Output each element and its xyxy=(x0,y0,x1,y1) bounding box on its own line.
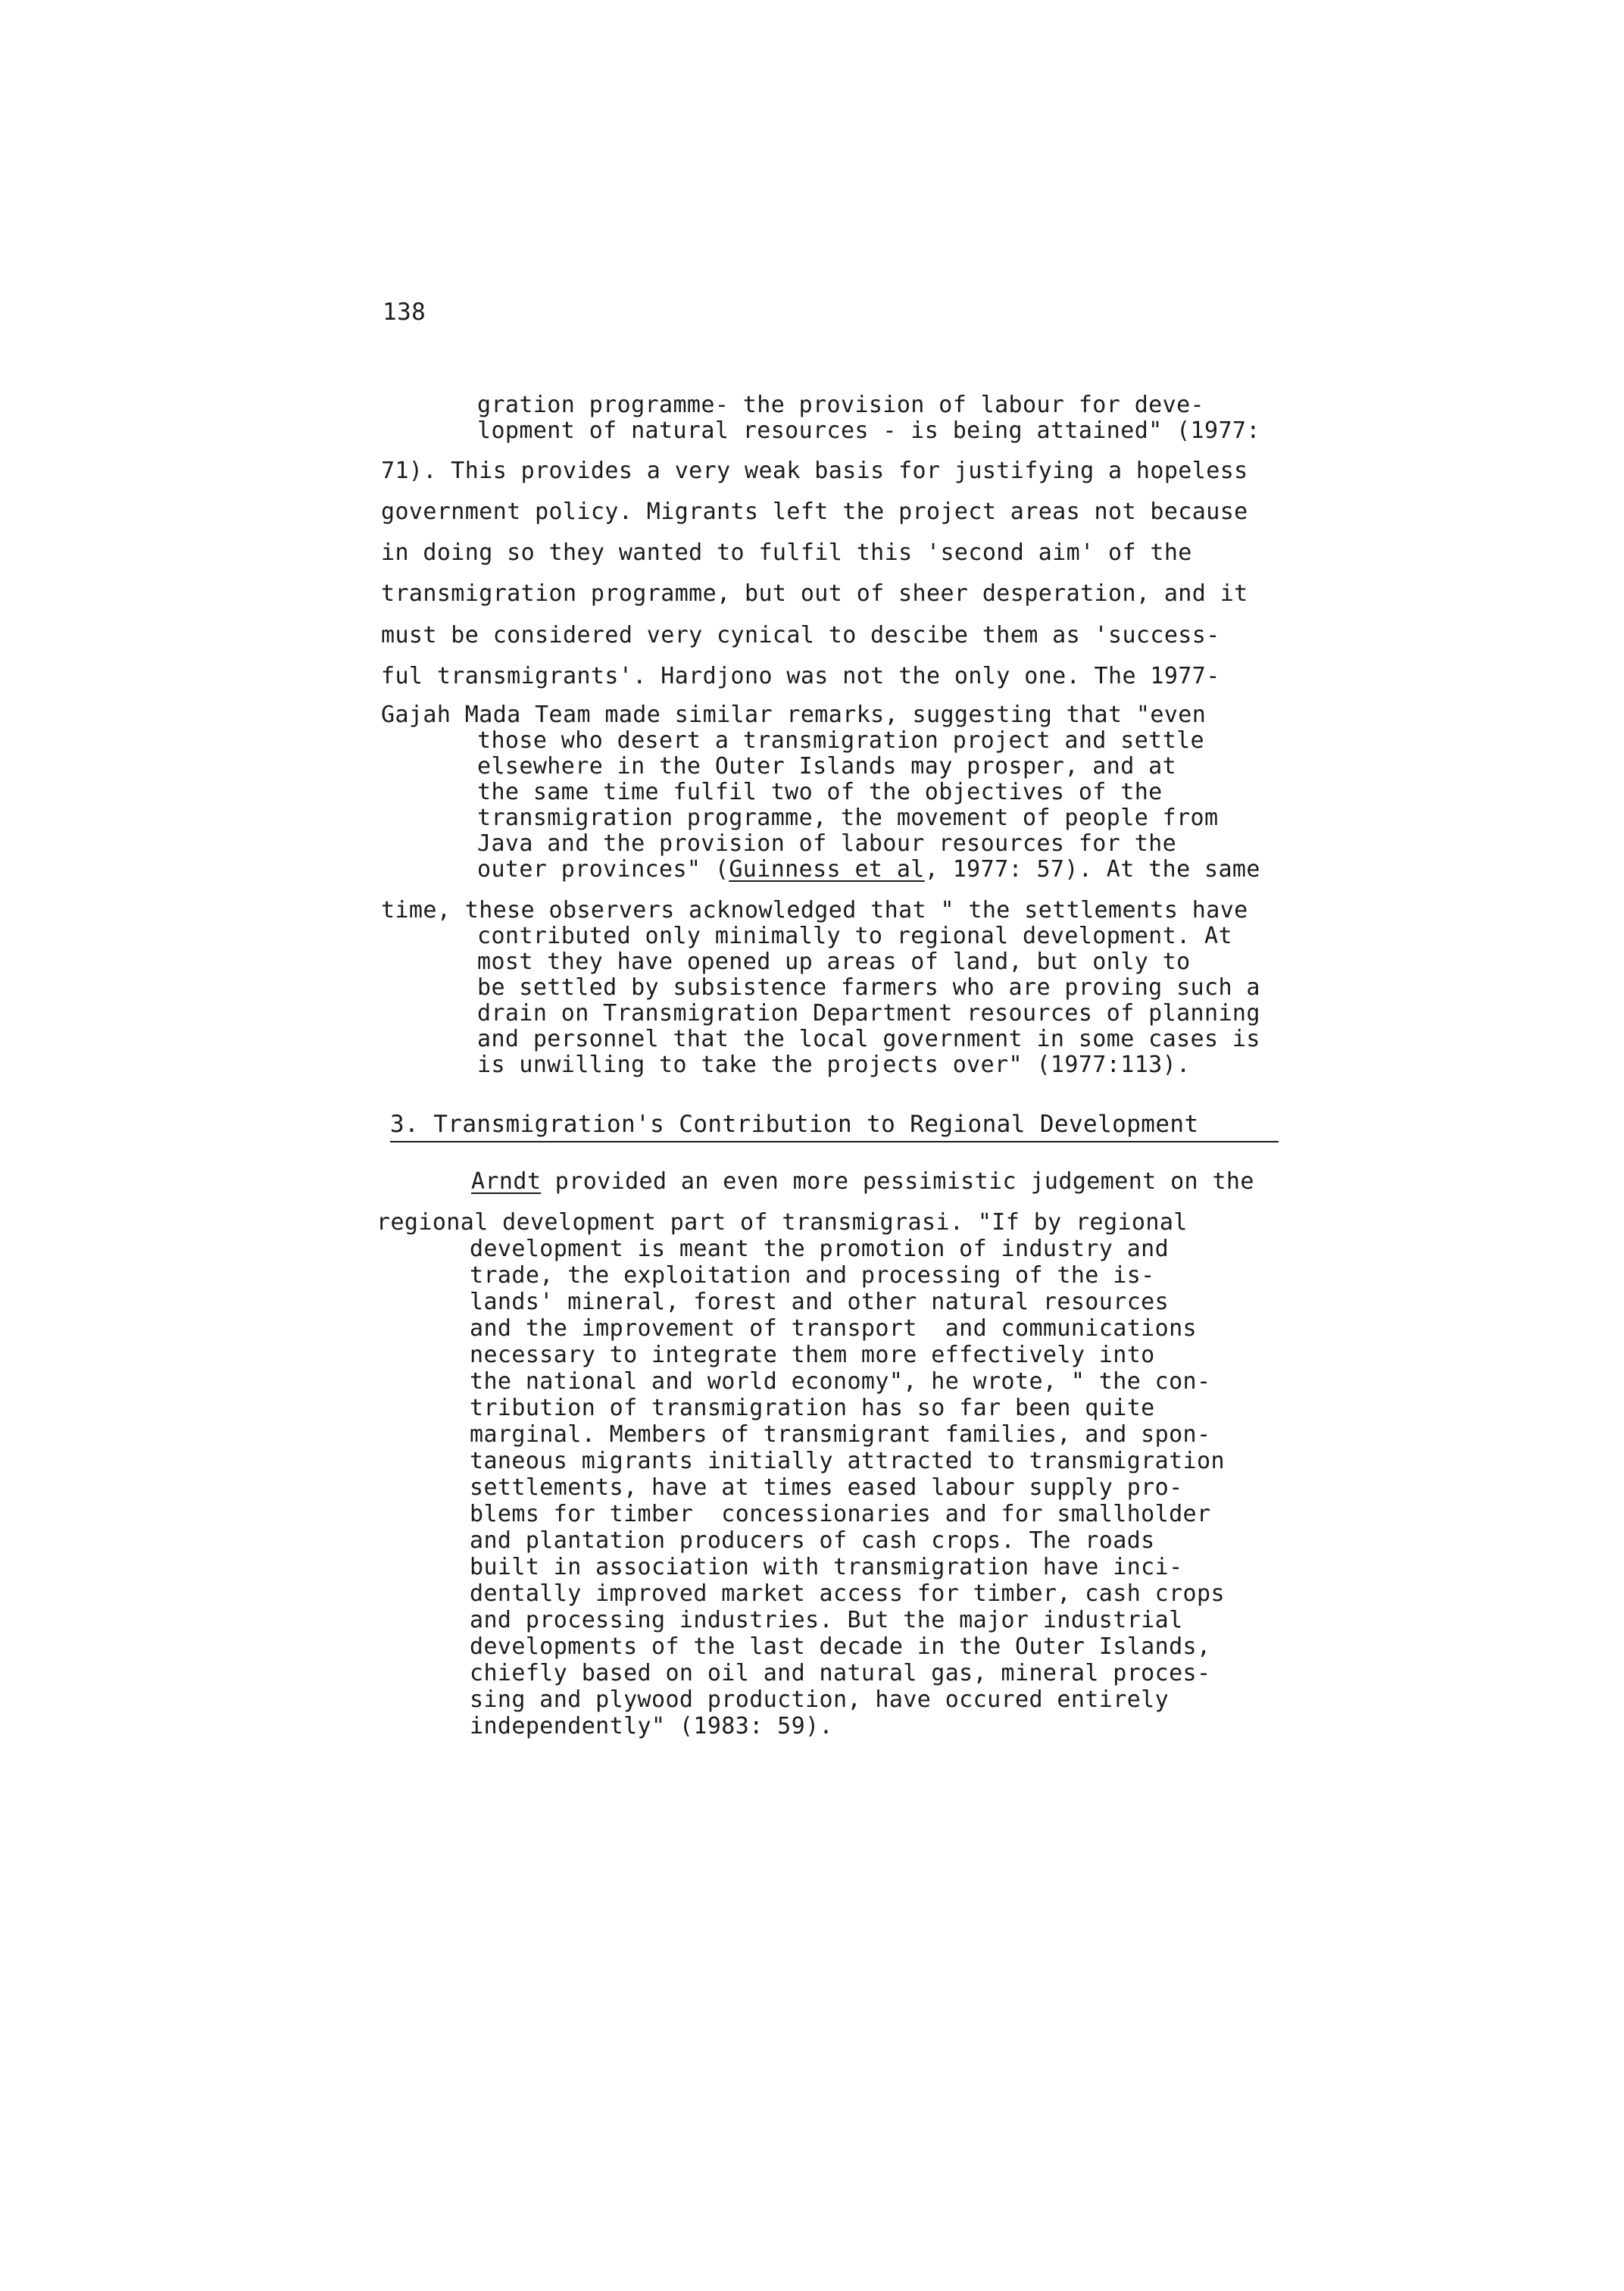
text-line: transmigration programme, but out of sheer desperation, and it xyxy=(381,580,1248,607)
text-line: those who desert a transmigration project and settle xyxy=(477,727,1204,754)
text-line: developments of the last decade in the Outer Islands, xyxy=(470,1633,1211,1660)
text-line: independently" (1983: 59). xyxy=(470,1713,833,1739)
text-line: transmigration programme, the movement of people from xyxy=(477,805,1219,831)
text-line: gration programme- the provision of labour for deve- xyxy=(477,392,1204,418)
text-fragment: , 1977: 57). At the same xyxy=(924,856,1260,883)
text-line: settlements, have at times eased labour supply pro- xyxy=(470,1474,1183,1501)
text-line: drain on Transmigration Department resources of planning xyxy=(477,1000,1260,1027)
text-line: and the improvement of transport and communications xyxy=(470,1315,1197,1342)
text-line: is unwilling to take the projects over" (1977:113). xyxy=(477,1052,1191,1078)
text-line xyxy=(471,1169,1254,1195)
text-line: most they have opened up areas of land, but only to xyxy=(477,949,1191,975)
text-line: contributed only minimally to regional development. At xyxy=(477,923,1232,949)
heading-underline xyxy=(390,1141,1279,1142)
text-line: elsewhere in the Outer Islands may prosper, and at xyxy=(477,753,1177,780)
text-line: 71). This provides a very weak basis for justifying a hopeless xyxy=(381,458,1248,484)
text-line: the same time fulfil two of the objectives of the xyxy=(477,779,1163,805)
text-line: blems for timber concessionaries and for smallholder xyxy=(470,1501,1211,1527)
author-arndt: Arndt xyxy=(471,1168,542,1195)
text-line: time, these observers acknowledged that " the settlements have xyxy=(381,897,1248,924)
text-line: in doing so they wanted to fulfil this 'second aim' of the xyxy=(381,539,1192,566)
text-line: regional development part of transmigrasi. "If by regional xyxy=(376,1209,1188,1236)
text-line: Gajah Mada Team made similar remarks, suggesting that "even xyxy=(381,702,1207,728)
text-line: and personnel that the local government in some cases is xyxy=(477,1026,1260,1052)
text-line: sing and plywood production, have occured entirely xyxy=(470,1686,1170,1713)
text-line xyxy=(477,857,1260,883)
text-line: dentally improved market access for timber, cash crops xyxy=(470,1580,1225,1607)
text-line: development is meant the promotion of industry and xyxy=(470,1236,1170,1262)
page-number: 138 xyxy=(383,298,426,326)
text-line: be settled by subsistence farmers who are proving such a xyxy=(477,974,1260,1001)
text-line: and processing industries. But the major industrial xyxy=(470,1607,1183,1633)
text-line: necessary to integrate them more effectively into xyxy=(470,1342,1155,1368)
citation-guinness: Guinness et al xyxy=(729,856,925,883)
text-line: the national and world economy", he wrote, " the con- xyxy=(470,1368,1211,1395)
text-line: marginal. Members of transmigrant families, and spon- xyxy=(470,1421,1211,1448)
text-line: and plantation producers of cash crops. The roads xyxy=(470,1527,1155,1554)
text-fragment: outer provinces" ( xyxy=(477,856,729,883)
text-line: lopment of natural resources - is being attained" (1977: xyxy=(477,417,1260,444)
text-line: government policy. Migrants left the project areas not because xyxy=(381,499,1248,525)
text-line: tribution of transmigration has so far been quite xyxy=(470,1395,1155,1421)
text-line: chiefly based on oil and natural gas, mineral proces- xyxy=(470,1660,1211,1686)
text-line: must be considered very cynical to descibe them as 'success- xyxy=(381,622,1220,649)
text-line: built in association with transmigration have inci- xyxy=(470,1554,1183,1580)
text-line: taneous migrants initially attracted to transmigration xyxy=(470,1448,1225,1474)
text-line: lands' mineral, forest and other natural resources xyxy=(470,1289,1170,1315)
text-fragment: provided an even more pessimistic judgement on the xyxy=(541,1168,1254,1195)
text-line: trade, the exploitation and processing of the is- xyxy=(470,1262,1155,1289)
text-line: ful transmigrants'. Hardjono was not the only one. The 1977- xyxy=(381,663,1220,689)
section-heading: 3. Transmigration's Contribution to Regional Development xyxy=(390,1111,1199,1138)
text-line: Java and the provision of labour resources for the xyxy=(477,830,1177,857)
